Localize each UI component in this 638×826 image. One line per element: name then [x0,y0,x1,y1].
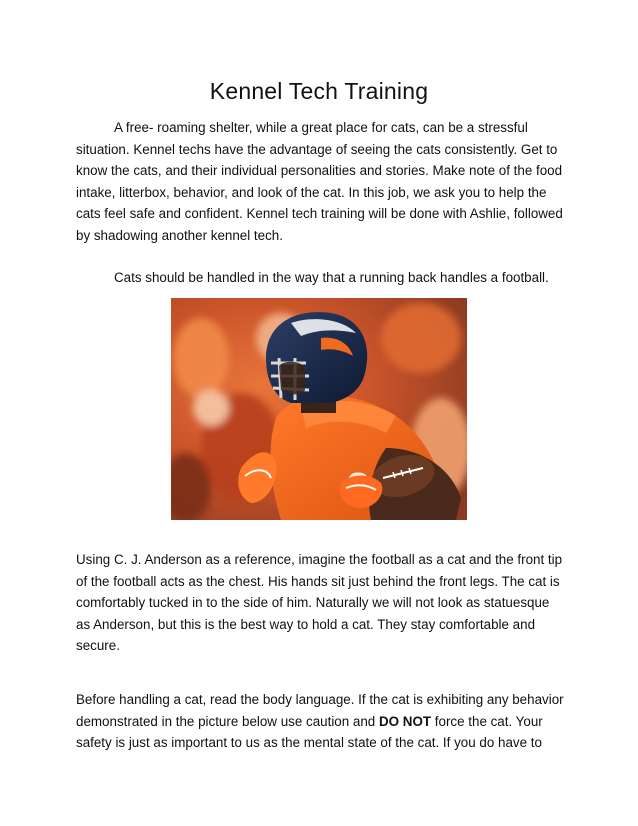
intro-paragraph: A free- roaming shelter, while a great place for cats, can be a stressful situation. Kennel techs have the advantage of seeing the cats consistently. Get to know the cats, and their individual personalities and stories. Make note of the food intake, litterbox, behavior, and look of the cat. In this job, we ask you to help the cats feel safe and confident. Kennel tech training will be done with Ashlie, followed by shadowing another kennel tech. [76,120,563,243]
body-language-text-after: force the cat. Your safety is just as important to us as the mental state of the cat. If you do have to [76,713,543,750]
reference-paragraph: Using C. J. Anderson as a reference, imagine the football as a cat and the front tip of the football acts as the chest. His hands sit just behind the front legs. The cat is comfortably tucked in to the side of him. Naturally we will not look as statuesque as Anderson, but this is the best way to hold a cat. They stay comfortable and secure. [76,552,563,653]
do-not-emphasis: DO NOT [378,713,432,729]
handling-sentence: Cats should be handled in the way that a running back handles a football. [114,270,549,285]
body-language-text-before: Before handling a cat, read the body language. If the cat is exhibiting any behavior demonstrated in the picture below use caution and [76,692,564,729]
body-language-paragraph [76,689,566,754]
page-title: Kennel Tech Training [209,78,429,104]
football-player-photo [171,298,467,520]
